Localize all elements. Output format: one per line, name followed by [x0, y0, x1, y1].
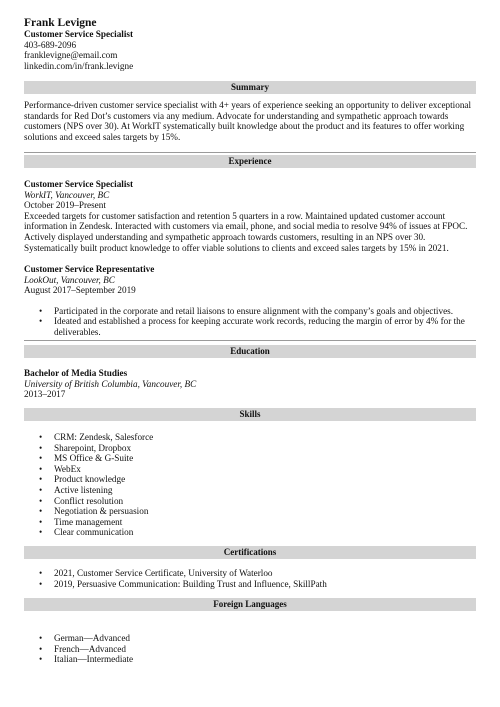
job-role: Customer Service Representative [24, 264, 155, 274]
job-dates: August 2017–September 2019 [24, 285, 136, 296]
job-entry [24, 179, 474, 253]
list-item: • Clear communication [54, 527, 474, 538]
list-item: • French—Advanced [54, 644, 474, 655]
list-item: • 2019, Persuasive Communication: Building Trust and Influence, SkillPath [54, 579, 474, 590]
list-item: • 2021, Customer Service Certificate, University of Waterloo [54, 568, 474, 579]
list-item: • Active listening [54, 485, 474, 496]
languages-heading: Foreign Languages [24, 598, 476, 611]
experience-section-2 [24, 264, 474, 338]
list-item: • Sharepoint, Dropbox [54, 443, 474, 454]
list-item: • Participated in the corporate and retail liaisons to ensure alignment with the company’s goals and objectives. [54, 306, 474, 317]
education-section [24, 368, 474, 400]
languages-list [24, 633, 474, 665]
certifications-list [24, 568, 474, 589]
resume-header [24, 17, 476, 71]
phone-number: 403-689-2096 [24, 39, 77, 50]
education-heading: Education [24, 345, 476, 358]
list-item: • Ideated and established a process for keeping accurate work records, reducing the margin of error by 4% for the deliverables. [54, 316, 474, 337]
experience-section [24, 179, 474, 253]
job-bullet-list [24, 306, 474, 338]
languages-section [24, 633, 474, 665]
section-divider [24, 152, 476, 153]
job-role: Customer Service Specialist [24, 179, 134, 189]
email-address: franklevigne@email.com [24, 50, 118, 61]
summary-heading: Summary [24, 81, 476, 94]
education-dates: 2013–2017 [24, 389, 66, 400]
list-item: • Italian—Intermediate [54, 654, 474, 665]
list-item: • WebEx [54, 464, 474, 475]
list-item: • German—Advanced [54, 633, 474, 644]
certifications-heading: Certifications [24, 546, 476, 559]
list-item: • MS Office & G-Suite [54, 453, 474, 464]
list-item: • Time management [54, 517, 474, 528]
degree: Bachelor of Media Studies [24, 368, 128, 378]
summary-text: Performance-driven customer service specialist with 4+ years of experience seeking an opportunity to deliver exceptional standards for Red Dot’s customers via any medium. Advocate for understanding and sympathetic approach towards customers (NPS over 30). At WorkIT systematically built knowledge about the product and its features to offer working solutions and exceed sales targets by 15%. [24, 100, 472, 142]
list-item: • Negotiation & persuasion [54, 506, 474, 517]
job-description: Exceeded targets for customer satisfaction and retention 5 quarters in a row. Maintained updated customer account information in Zendesk. Interacted with customers via email, phone, and social media to resolve 94% of issues at FPOC. Actively displayed understanding and sympathetic approach towards customers, resulting in an NPS over 30. Systematically built product knowledge to offer viable solutions to clients and exceed sales targets by 15% in 2021. [24, 210, 468, 253]
candidate-name: Frank Levigne [24, 17, 97, 29]
job-entry [24, 264, 474, 338]
section-divider [24, 340, 476, 341]
job-dates: October 2019–Present [24, 200, 106, 211]
linkedin-url: linkedin.com/in/frank.levigne [24, 60, 134, 71]
skills-section [24, 432, 474, 538]
summary-section [24, 100, 474, 142]
school: University of British Columbia, Vancouver, BC [24, 378, 197, 389]
list-item: • Product knowledge [54, 474, 474, 485]
list-item: • Conflict resolution [54, 496, 474, 507]
candidate-title: Customer Service Specialist [24, 29, 134, 39]
experience-heading: Experience [24, 155, 476, 168]
job-company: LookOut, Vancouver, BC [24, 274, 115, 285]
skills-heading: Skills [24, 408, 476, 421]
certifications-section [24, 568, 474, 589]
list-item: • CRM: Zendesk, Salesforce [54, 432, 474, 443]
job-company: WorkIT, Vancouver, BC [24, 189, 110, 200]
skills-list [24, 432, 474, 538]
